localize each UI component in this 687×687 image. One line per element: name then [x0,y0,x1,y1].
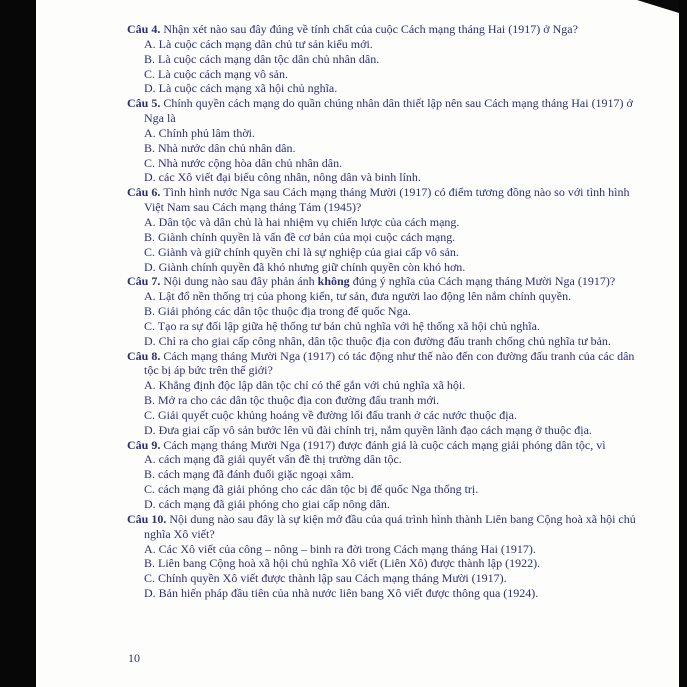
option: D. Chỉ ra cho giai cấp công nhân, dân tộc thuộc địa con đường đấu tranh chống chủ nghĩa tư bản. [144,333,611,348]
option: C. Chính quyền Xô viết được thành lập sau Cách mạng tháng Mười (1917). [144,571,507,586]
question-stem [127,438,648,453]
stem-text: Cách mạng tháng Mười Nga (1917) được đánh giá là cuộc cách mạng giải phóng dân tộc, vì [163,437,606,452]
options-list [127,126,648,185]
stem-bold-word: không [317,274,350,289]
question [127,185,648,274]
stem-text: Tình hình nước Nga sau Cách mạng tháng Mười (1917) có điểm tương đồng nào so với tình hình Việt Nam sau Cách mạng tháng Tám (1945)? [144,185,630,215]
question-stem [127,274,648,289]
options-list [127,452,648,511]
option: D. Đưa giai cấp vô sản bước lên vũ đài chính trị, nắm quyền lãnh đạo cách mạng ở thuộc địa. [144,422,592,437]
option: B. Nhà nước dân chủ nhân dân. [144,140,296,155]
stem-text: đúng ý nghĩa của Cách mạng tháng Mười Nga (1917)? [349,274,616,289]
option: A. Chính phủ lâm thời. [144,125,256,140]
option: B. Giành chính quyền là vấn đề cơ bản của mọi cuộc cách mạng. [144,229,456,244]
option: C. cách mạng đã giải phóng cho các dân tộc bị đế quốc Nga thống trị. [144,482,479,497]
page-corner-shadow [637,0,679,13]
options-list [127,215,648,274]
options-list [127,378,648,437]
question [127,22,648,96]
option: B. Liên bang Cộng hoà xã hội chủ nghĩa Xô viết (Liên Xô) được thành lập (1922). [144,556,541,571]
question-stem [127,349,648,379]
option: A. Lật đổ nền thống trị của phong kiến, tư sản, đưa người lao động lên nắm chính quyền. [144,289,572,304]
option: C. Nhà nước cộng hòa dân chủ nhân dân. [144,155,343,170]
question-label: Câu 5. [127,96,164,111]
option: B. Giải phóng các dân tộc thuộc địa trong đế quốc Nga. [144,304,411,319]
question-stem [127,512,648,542]
question-label: Câu 8. [127,348,164,363]
option: C. Giành và giữ chính quyền chỉ là sự nghiệp của giai cấp vô sản. [144,244,459,259]
photo-border-right [679,0,687,687]
question-stem [127,185,648,215]
question-label: Câu 4. [127,22,164,36]
question-stem [127,96,648,126]
question-label: Câu 7. [127,274,164,289]
question [127,349,648,438]
option: A. Dân tộc và dân chủ là hai nhiệm vụ chiến lược của cách mạng. [144,214,460,229]
page-number: 10 [128,651,140,665]
option: D. Bản hiến pháp đầu tiên của nhà nước liên bang Xô viết được thông qua (1924). [144,586,539,601]
option: D. Giành chính quyền đã khó nhưng giữ chính quyền còn khó hơn. [144,259,466,274]
options-list [127,542,648,601]
option: B. Là cuộc cách mạng dân tộc dân chủ nhân dân. [144,51,380,66]
option: A. Là cuộc cách mạng dân chủ tư sản kiểu mới. [144,36,373,51]
question-label: Câu 9. [127,437,164,452]
stem-text: Chính quyền cách mạng do quần chúng nhân dân thiết lập nên sau Cách mạng tháng Hai (1917) ở Nga là [144,96,633,126]
question [127,512,648,601]
option: C. Tạo ra sự đối lập giữa hệ thống tư bản chủ nghĩa với hệ thống xã hội chủ nghĩa. [144,318,540,333]
question-label: Câu 10. [127,511,170,526]
question [127,274,648,348]
question-stem [127,22,648,37]
option: C. Giải quyết cuộc khủng hoảng về đường lối đấu tranh ở các nước thuộc địa. [144,407,517,422]
question [127,438,648,512]
option: A. Khẳng định độc lập dân tộc chỉ có thể gắn với chủ nghĩa xã hội. [144,378,466,393]
question-label: Câu 6. [127,185,164,200]
question [127,96,648,185]
option: D. Là cuộc cách mạng xã hội chủ nghĩa. [144,81,338,96]
photo-border-left [0,0,36,687]
stem-text: Nhận xét nào sau đây đúng về tính chất của cuộc Cách mạng tháng Hai (1917) ở Nga? [163,22,578,36]
option: B. Mở ra cho các dân tộc thuộc địa con đường đấu tranh mới. [144,393,440,408]
stem-text: Cách mạng tháng Mười Nga (1917) có tác động như thế nào đến con đường đấu tranh của các dân tộc bị áp bức trên thế giới? [144,348,635,378]
option: A. cách mạng đã giải quyết vấn đề thị trường dân tộc. [144,452,402,467]
stem-text: Nội dung nào sau đây phản ánh [163,274,318,289]
option: B. cách mạng đã đánh đuổi giặc ngoại xâm. [144,467,354,482]
option: D. các Xô viết đại biểu công nhân, nông dân và binh lính. [144,170,421,185]
options-list [127,289,648,348]
option: D. cách mạng đã giải phóng cho giai cấp nông dân. [144,497,390,511]
option: C. Là cuộc cách mạng vô sản. [144,66,288,81]
questions-list [127,22,648,601]
options-list [127,37,648,96]
option: A. Các Xô viết của công – nông – binh ra đời trong Cách mạng tháng Hai (1917). [144,541,536,556]
stem-text: Nội dung nào sau đây là sự kiện mở đầu của quá trình hình thành Liên bang Cộng hoà xã hội chủ nghĩa Xô viết? [144,511,636,541]
